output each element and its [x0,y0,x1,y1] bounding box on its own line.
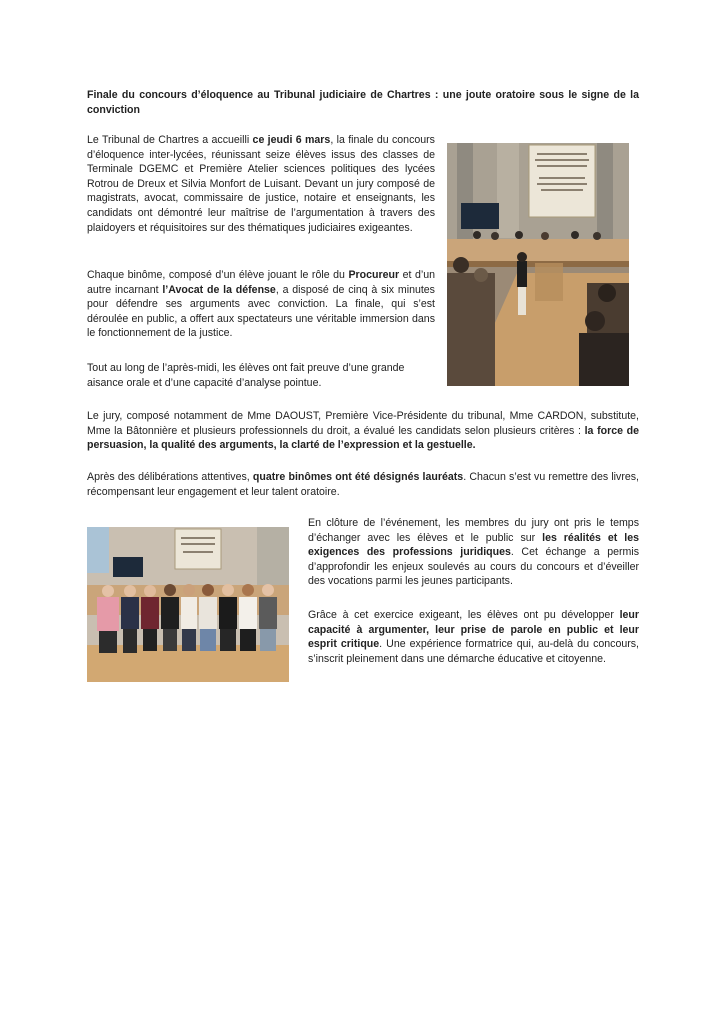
courtroom-photo [447,143,629,386]
article-title: Finale du concours d’éloquence au Tribunal judiciaire de Chartres : une joute oratoire sous le signe de la conviction [87,89,639,116]
group-photo [87,527,289,682]
paragraph-intro: Le Tribunal de Chartres a accueilli ce jeudi 6 mars, la finale du concours d’éloquence inter-lycées, réunissant seize élèves issus des classes de Terminale DGEMC et Première Atelier sciences politiques des lycées Rotrou de Dreux et Silvia Monfort de Luisant. Devant un jury composé de magistrats, avocat, commissaire de justice, notaire et enseignants, les candidats ont démontré leur maîtrise de l’argumentation à travers des plaidoyers et réquisitoires sur des thématiques judiciaires exigeantes. [87,134,435,234]
paragraph-conclusion: Grâce à cet exercice exigeant, les élèves ont pu développer leur capacité à argumenter, leur prise de parole en public et leur esprit critique. Une expérience formatrice qui, au-delà du concours, s’inscrit pleinement dans une démarche éducative et citoyenne. [308,609,639,665]
paragraph-jury: Le jury, composé notamment de Mme DAOUST, Première Vice-Présidente du tribunal, Mme CARDON, substitute, Mme la Bâtonnière et plusieurs professionnels du droit, a évalué les candidats selon plusieurs critères : la force de persuasion, la qualité des arguments, la clarté de l’expression et la gestuelle. [87,410,639,452]
paragraph-laureats: Après des délibérations attentives, quatre binômes ont été désignés lauréats. Chacun s’est vu remettre des livres, récompensant leur engagement et leur talent oratoire. [87,471,639,498]
paragraph-aisance: Tout au long de l’après-midi, les élèves ont fait preuve d’une grande aisance orale et d’une capacité d’analyse pointue. [87,362,405,389]
paragraph-binome: Chaque binôme, composé d’un élève jouant le rôle du Procureur et d’un autre incarnant l’Avocat de la défense, a disposé de cinq à six minutes pour défendre ses arguments avec conviction. La finale, qui s’est déroulée en public, a offert aux spectateurs une véritable immersion dans le fonctionnement de la justice. [87,269,435,340]
paragraph-echanges: En clôture de l’événement, les membres du jury ont pris le temps d’échanger avec les élèves et le public sur les réalités et les exigences des professions juridiques. Cet échange a permis d’approfondir les enjeux soulevés au cours du concours et d’éveiller des vocations parmi les jeunes participants. [308,517,639,588]
